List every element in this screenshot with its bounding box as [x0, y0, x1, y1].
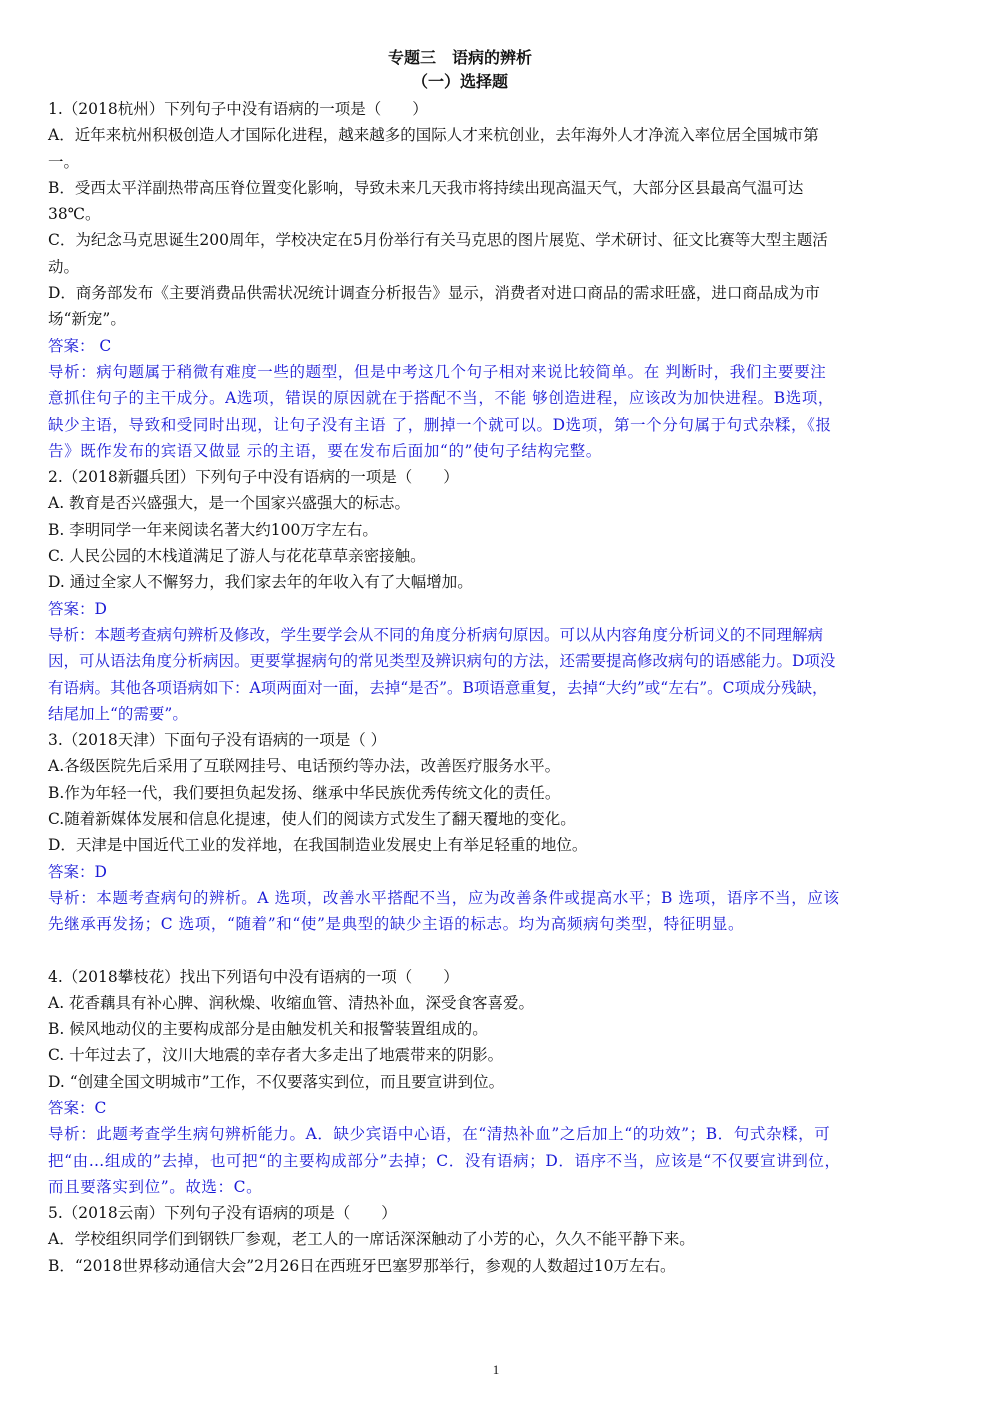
question-2	[48, 464, 842, 727]
explanation: 导析：本题考查病句的辨析。A 选项，改善水平搭配不当，应为改善条件或提高水平；B 选项，语序不当，应该先继承再发扬；C 选项，“随着”和“使”是典型的缺少主语的标志。均为高频病句类型，特征明显。	[48, 888, 840, 934]
option-c: C.随着新媒体发展和信息化提速，使人们的阅读方式发生了翻天覆地的变化。	[48, 810, 576, 829]
explanation: 导析：本题考查病句辨析及修改，学生要学会从不同的角度分析病句原因。可以从内容角度分析词义的不同理解病因，可从语法角度分析病因。更要掌握病句的常见类型及辨识病句的方法，还需要提高修改病句的语感能力。D项没有语病。其他各项语病如下：A项两面对一面，去掉“是否”。B项语意重复，去掉“大约”或“左右”。C项成分残缺，结尾加上“的需要”。	[48, 625, 836, 723]
answer: 答案：D	[48, 862, 107, 881]
answer: 答案：C	[48, 1098, 107, 1117]
question-stem: 2.（2018新疆兵团）下列句子中没有语病的一项是（ ）	[48, 468, 459, 487]
question-4	[48, 964, 842, 1201]
option-a: A.各级医院先后采用了互联网挂号、电话预约等办法，改善医疗服务水平。	[48, 757, 561, 776]
question-3	[48, 727, 842, 937]
explanation: 导析：病句题属于稍微有难度一些的题型，但是中考这几个句子相对来说比较简单。在 判断时，我们主要要注意抓住句子的主干成分。A选项，错误的原因就在于搭配不当，不能 够创造进程，应该改为加快进程。B选项，缺少主语，导致和受同时出现，让句子没有主语 了，删掉一个就可以。D选项，第一个分句属于句式杂糅，《报告》既作发布的宾语又做显 示的主语，要在发布后面加“的”使句子结构完整。	[48, 362, 835, 460]
page-number: 1	[492, 1362, 500, 1377]
spacer	[48, 938, 842, 964]
answer: 答案：D	[48, 599, 107, 618]
explanation: 导析：此题考查学生病句辨析能力。A．缺少宾语中心语，在“清热补血”之后加上“的功效”；B．句式杂糅，可把“由…组成的”去掉，也可把“的主要构成部分”去掉；C．没有语病；D．语序不当，应该是“不仅要宣讲到位，而且要落实到位”。故选：C。	[48, 1125, 841, 1196]
question-stem: 4.（2018攀枝花）找出下列语句中没有语病的一项（ ）	[48, 967, 459, 986]
option-d: D. “创建全国文明城市”工作，不仅要落实到位，而且要宣讲到位。	[48, 1072, 505, 1091]
answer: 答案： C	[48, 336, 112, 355]
option-c: C．为纪念马克思诞生200周年，学校决定在5月份举行有关马克思的图片展览、学术研讨、征文比赛等大型主题活动。	[48, 231, 828, 276]
option-d: D．天津是中国近代工业的发祥地，在我国制造业发展史上有举足轻重的地位。	[48, 836, 588, 855]
option-b: B. 李明同学一年来阅读名著大约100万字左右。	[48, 520, 378, 539]
question-stem: 3.（2018天津）下面句子没有语病的一项是（ ）	[48, 731, 387, 750]
option-d: D．商务部发布《主要消费品供需状况统计调查分析报告》显示，消费者对进口商品的需求旺盛，进口商品成为市场“新宠”。	[48, 284, 820, 329]
option-c: C. 人民公园的木栈道满足了游人与花花草草亲密接触。	[48, 547, 426, 566]
option-b: B. 候风地动仪的主要构成部分是由触发机关和报警装置组成的。	[48, 1020, 488, 1039]
question-stem: 5.（2018云南）下列句子没有语病的项是（ ）	[48, 1204, 397, 1223]
section-subtitle: （一）选择题	[411, 72, 508, 91]
option-a: A. 教育是否兴盛强大，是一个国家兴盛强大的标志。	[48, 494, 411, 513]
option-b: B．“2018世界移动通信大会”2月26日在西班牙巴塞罗那举行，参观的人数超过10万左右。	[48, 1256, 676, 1275]
option-c: C. 十年过去了，汶川大地震的幸存者大多走出了地震带来的阴影。	[48, 1046, 504, 1065]
option-a: A．近年来杭州积极创造人才国际化进程，越来越多的国际人才来杭创业，去年海外人才净流入率位居全国城市第一。	[48, 126, 819, 171]
page-title: 专题三 语病的辨析	[387, 48, 532, 67]
option-d: D. 通过全家人不懈努力，我们家去年的年收入有了大幅增加。	[48, 573, 473, 592]
option-a: A. 花香藕具有补心脾、润秋燥、收缩血管、清热补血，深受食客喜爱。	[48, 993, 535, 1012]
question-1	[48, 96, 842, 464]
question-stem: 1.（2018杭州）下列句子中没有语病的一项是（ ）	[48, 100, 428, 118]
question-5	[48, 1200, 842, 1279]
option-a: A．学校组织同学们到钢铁厂参观，老工人的一席话深深触动了小芳的心，久久不能平静下来。	[48, 1230, 695, 1249]
option-b: B．受西太平洋副热带高压脊位置变化影响，导致未来几天我市将持续出现高温天气，大部分区县最高气温可达38℃。	[48, 178, 804, 224]
option-b: B.作为年轻一代，我们要担负起发扬、继承中华民族优秀传统文化的责任。	[48, 783, 561, 802]
